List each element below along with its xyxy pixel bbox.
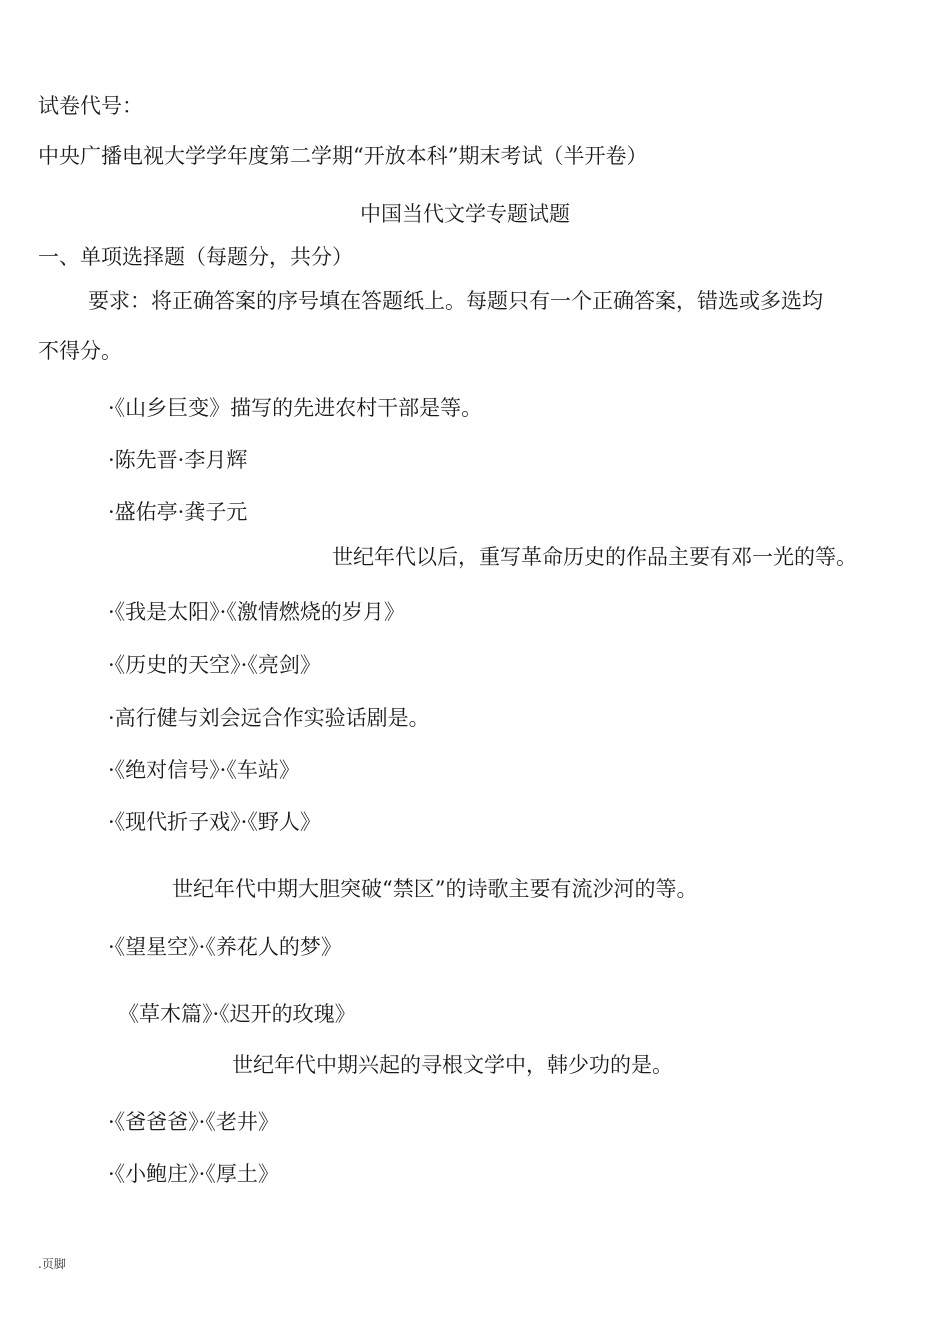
- requirement-text-line-2: 不得分。: [38, 339, 122, 363]
- answer-option: ·《望星空》·《养花人的梦》: [108, 935, 342, 959]
- exam-header-line: 中央广播电视大学学年度第二学期“开放本科”期末考试（半开卷）: [38, 144, 648, 168]
- answer-option: ·《绝对信号》·《车站》: [108, 758, 300, 782]
- answer-option: ·盛佑亭·龚子元: [108, 500, 248, 524]
- exam-code-label: 试卷代号：: [38, 94, 143, 118]
- answer-option: ·《历史的天空》·《亮剑》: [108, 653, 321, 677]
- page-footer: .页脚: [38, 1257, 66, 1271]
- paper-title: 中国当代文学专题试题: [360, 202, 570, 226]
- question-stem: ·《山乡巨变》描写的先进农村干部是等。: [108, 396, 483, 420]
- answer-option: ·《我是太阳》·《激情燃烧的岁月》: [108, 600, 405, 624]
- question-stem: 世纪年代中期兴起的寻根文学中，韩少功的是。: [232, 1053, 673, 1077]
- section-heading: 一、单项选择题（每题分，共分）: [38, 245, 353, 269]
- question-stem: 世纪年代中期大胆突破“禁区”的诗歌主要有流沙河的等。: [172, 877, 698, 901]
- answer-option: ·《爸爸爸》·《老井》: [108, 1110, 279, 1134]
- requirement-text-line-1: 要求：将正确答案的序号填在答题纸上。每题只有一个正确答案，错选或多选均: [88, 289, 823, 313]
- question-stem: 世纪年代以后，重写革命历史的作品主要有邓一光的等。: [332, 545, 857, 569]
- answer-option: ·《现代折子戏》·《野人》: [108, 810, 321, 834]
- answer-option: ·陈先晋·李月辉: [108, 448, 248, 472]
- answer-option: 《草木篇》·《迟开的玫瑰》: [118, 1002, 356, 1026]
- question-stem: ·高行健与刘会远合作实验话剧是。: [108, 706, 430, 730]
- answer-option: ·《小鲍庄》·《厚土》: [108, 1162, 279, 1186]
